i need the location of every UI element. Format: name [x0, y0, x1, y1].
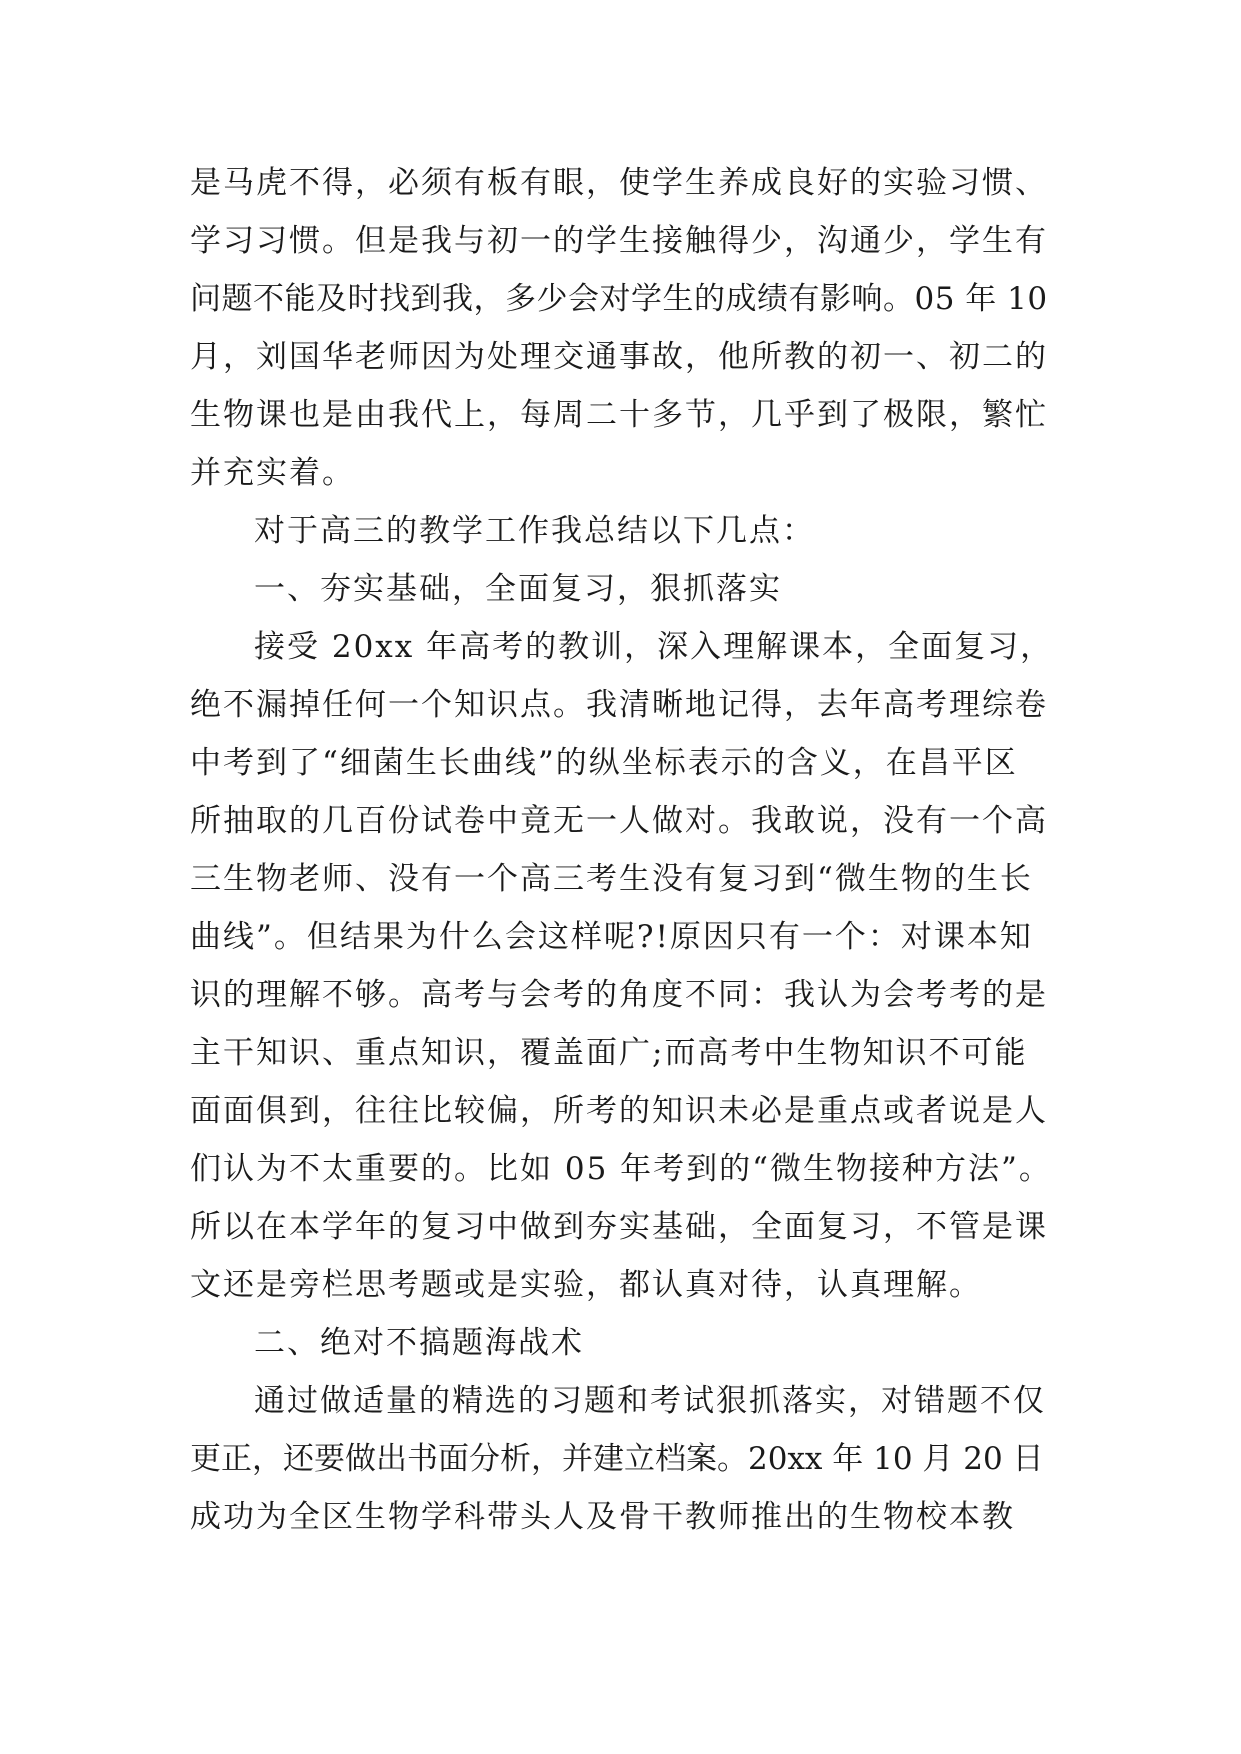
document-body [190, 154, 1060, 1546]
text-line: 绝不漏掉任何一个知识点。我清晰地记得，去年高考理综卷 [190, 687, 1048, 723]
text-line: 二、绝对不搞题海战术 [254, 1325, 584, 1361]
text-line: 曲线”。但结果为什么会这样呢?!原因只有一个：对课本知 [190, 919, 1033, 955]
text-line: 是马虎不得，必须有板有眼，使学生养成良好的实验习惯、 [190, 165, 1048, 201]
text-line: 问题不能及时找到我，多少会对学生的成绩有影响。05 年 10 [190, 281, 1048, 317]
text-line: 主干知识、重点知识，覆盖面广;而高考中生物知识不可能 [190, 1035, 1028, 1071]
text-line: 更正，还要做出书面分析，并建立档案。20xx 年 10 月 20 日 [190, 1441, 1044, 1477]
text-line: 生物课也是由我代上，每周二十多节，几乎到了极限，繁忙 [190, 397, 1048, 433]
text-line: 一、夯实基础，全面复习，狠抓落实 [254, 571, 782, 607]
text-line: 接受 20xx 年高考的教训，深入理解课本，全面复习， [254, 629, 1054, 665]
text-line: 文还是旁栏思考题或是实验，都认真对待，认真理解。 [190, 1267, 982, 1303]
text-line: 所抽取的几百份试卷中竟无一人做对。我敢说，没有一个高 [190, 803, 1048, 839]
text-line: 并充实着。 [190, 455, 355, 491]
text-line: 所以在本学年的复习中做到夯实基础，全面复习，不管是课 [190, 1209, 1048, 1245]
text-line: 月，刘国华老师因为处理交通事故，他所教的初一、初二的 [190, 339, 1048, 375]
text-line: 通过做适量的精选的习题和考试狠抓落实，对错题不仅 [254, 1383, 1046, 1419]
text-line: 中考到了“细菌生长曲线”的纵坐标表示的含义，在昌平区 [190, 745, 1018, 781]
text-line: 学习习惯。但是我与初一的学生接触得少，沟通少，学生有 [190, 223, 1048, 259]
text-line: 三生物老师、没有一个高三考生没有复习到“微生物的生长 [190, 861, 1033, 897]
text-line: 们认为不太重要的。比如 05 年考到的“微生物接种方法”。 [190, 1151, 1052, 1187]
text-line: 对于高三的教学工作我总结以下几点： [254, 513, 815, 549]
text-line: 成功为全区生物学科带头人及骨干教师推出的生物校本教 [190, 1499, 1015, 1535]
text-line: 面面俱到，往往比较偏，所考的知识未必是重点或者说是人 [190, 1093, 1048, 1129]
text-line: 识的理解不够。高考与会考的角度不同：我认为会考考的是 [190, 977, 1048, 1013]
